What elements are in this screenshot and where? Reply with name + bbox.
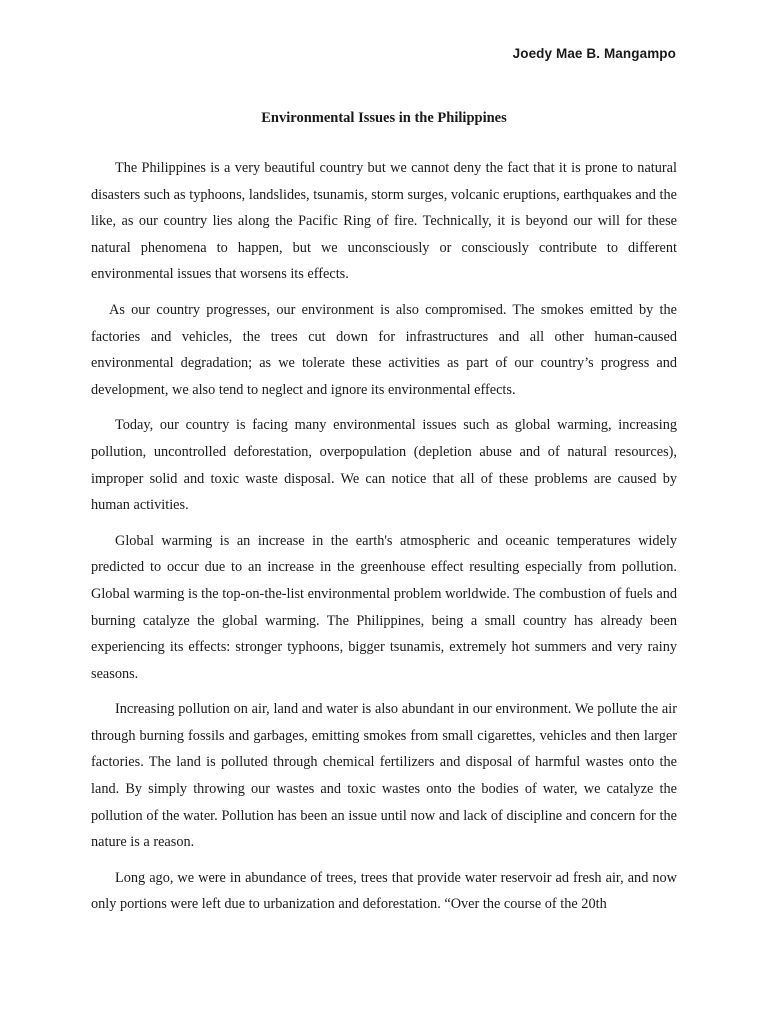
document-title: Environmental Issues in the Philippines bbox=[261, 110, 507, 126]
paragraph-progress: As our country progresses, our environment is also compromised. The smokes emitted by the factories and vehicles, the trees cut down for infrastructures and all other human-caused environmental degradation; as we tolerate these activities as part of our country’s progress and development, we also tend to neglect and ignore its environmental effects. bbox=[91, 301, 677, 398]
paragraph-pollution: Increasing pollution on air, land and water is also abundant in our environment. We pollute the air through burning fossils and garbages, emitting smokes from small cigarettes, vehicles and then larger factories. The land is polluted through chemical fertilizers and disposal of harmful wastes onto the land. By simply throwing our wastes and toxic wastes onto the bodies of water, we catalyze the pollution of the water. Pollution has been an issue until now and lack of discipline and concern for the nature is a reason. bbox=[91, 701, 677, 851]
paragraph-global-warming: Global warming is an increase in the earth's atmospheric and oceanic temperatures widely predicted to occur due to an increase in the greenhouse effect resulting especially from pollution. Global warming is the top-on-the-list environmental problem worldwide. The combustion of fuels and burning catalyze the global warming. The Philippines, being a small country has already been experiencing its effects: stronger typhoons, bigger tsunamis, extremely hot summers and very rainy seasons. bbox=[91, 532, 677, 682]
document-body bbox=[91, 155, 677, 927]
author-name: Joedy Mae B. Mangampo bbox=[512, 46, 676, 61]
paragraph-intro: The Philippines is a very beautiful country but we cannot deny the fact that it is prone to natural disasters such as typhoons, landslides, tsunamis, storm surges, volcanic eruptions, earthquakes and the like, as our country lies along the Pacific Ring of fire. Technically, it is beyond our will for these natural phenomena to happen, but we unconsciously or consciously contribute to different environmental issues that worsens its effects. bbox=[91, 160, 677, 283]
paragraph-issues: Today, our country is facing many environmental issues such as global warming, increasing pollution, uncontrolled deforestation, overpopulation (depletion abuse and of natural resources), improper solid and toxic waste disposal. We can notice that all of these problems are caused by human activities. bbox=[91, 417, 677, 514]
paragraph-deforestation: Long ago, we were in abundance of trees, trees that provide water reservoir ad fresh air, and now only portions were left due to urbanization and deforestation. “Over the course of the 20th bbox=[91, 869, 677, 913]
